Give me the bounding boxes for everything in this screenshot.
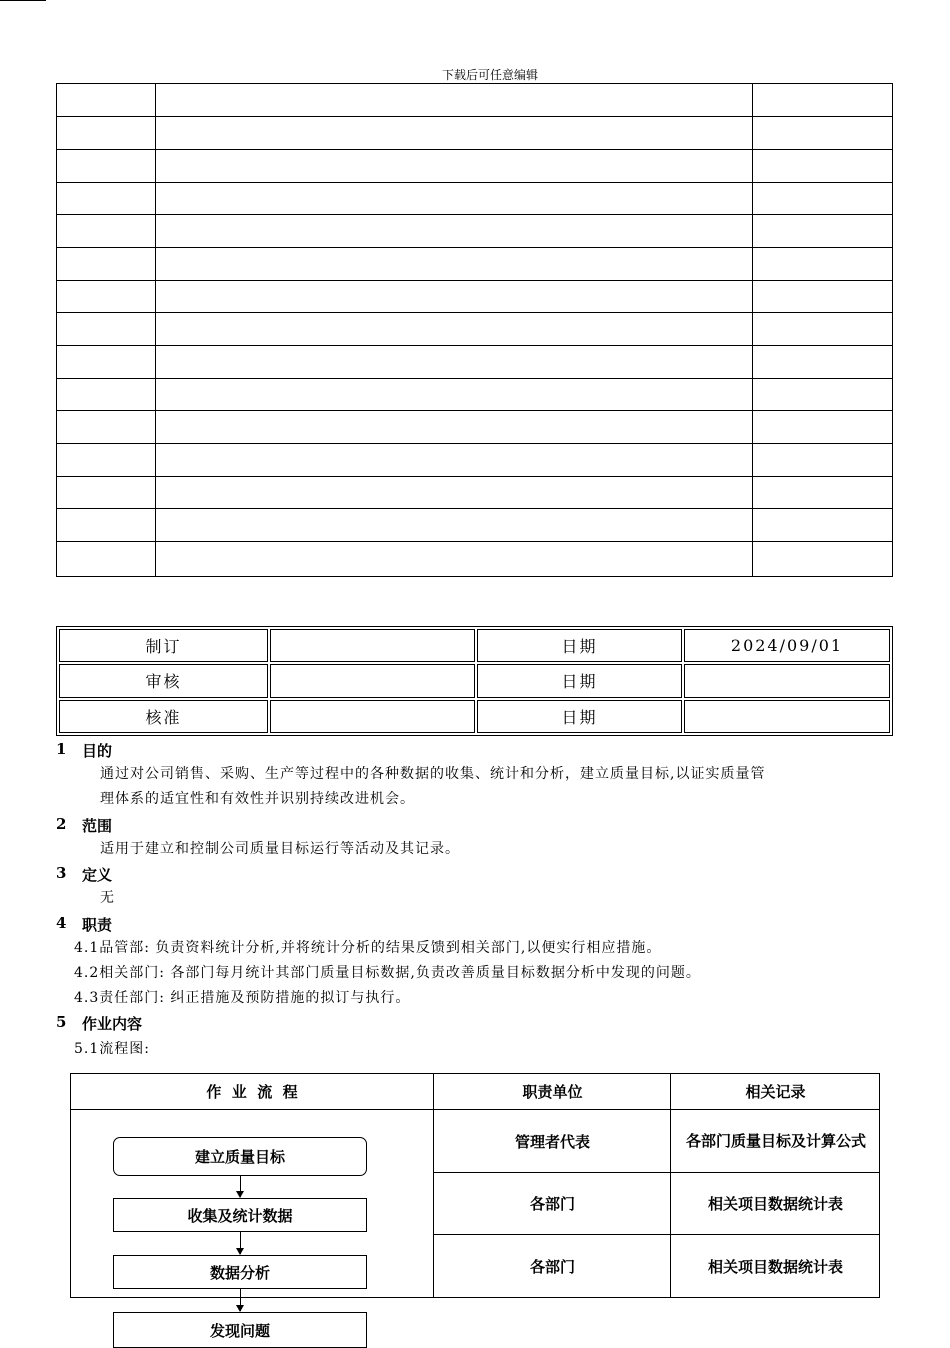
section-number: 5 bbox=[56, 1013, 67, 1031]
section-number: 1 bbox=[56, 740, 67, 758]
approval-date-label: 日期 bbox=[477, 629, 682, 662]
duty-item: 4.1品管部: 负责资料统计分析,并将统计分析的结果反馈到相关部门,以便实行相应措施。 bbox=[74, 940, 662, 956]
approval-role: 制订 bbox=[59, 629, 268, 662]
flow-arrow bbox=[240, 1289, 241, 1311]
revision-col-divider bbox=[155, 84, 156, 576]
section-title-scope: 范围 bbox=[82, 817, 113, 835]
flow-header-unit: 职责单位 bbox=[522, 1083, 583, 1101]
purpose-text-line-2: 理体系的适宜性和有效性并识别持续改进机会。 bbox=[100, 791, 415, 807]
revision-row-divider bbox=[57, 214, 892, 215]
duty-item: 4.3责任部门: 纠正措施及预防措施的拟订与执行。 bbox=[74, 990, 411, 1006]
revision-row-divider bbox=[57, 182, 892, 183]
section-title-duties: 职责 bbox=[82, 916, 113, 934]
flow-step-box: 建立质量目标 bbox=[113, 1137, 367, 1176]
flow-step-box: 发现问题 bbox=[113, 1312, 367, 1348]
flow-header-record: 相关记录 bbox=[745, 1083, 806, 1101]
revision-row-divider bbox=[57, 378, 892, 379]
revision-row-divider bbox=[57, 476, 892, 477]
flow-record: 各部门质量目标及计算公式 bbox=[685, 1132, 866, 1150]
flow-unit: 管理者代表 bbox=[514, 1132, 590, 1151]
revision-row-divider bbox=[57, 116, 892, 117]
approval-table bbox=[56, 626, 893, 736]
flow-step-box: 收集及统计数据 bbox=[113, 1198, 367, 1232]
revision-table bbox=[56, 83, 893, 577]
flow-arrow bbox=[240, 1232, 241, 1254]
scope-text: 适用于建立和控制公司质量目标运行等活动及其记录。 bbox=[100, 841, 460, 857]
revision-row-divider bbox=[57, 247, 892, 248]
approval-date-value bbox=[684, 700, 890, 733]
approval-date-label: 日期 bbox=[477, 664, 682, 697]
revision-row-divider bbox=[57, 443, 892, 444]
approval-signature-cell[interactable] bbox=[270, 664, 475, 697]
section-number: 3 bbox=[56, 864, 67, 882]
revision-row-divider bbox=[57, 312, 892, 313]
section-number: 4 bbox=[56, 914, 67, 932]
section-title-definition: 定义 bbox=[82, 866, 113, 884]
approval-date-value: 2024/09/01 bbox=[684, 629, 890, 662]
purpose-text-line-1: 通过对公司销售、采购、生产等过程中的各种数据的收集、统计和分析，建立质量目标,以证实质量管 bbox=[100, 766, 766, 782]
revision-row-divider bbox=[57, 508, 892, 509]
flow-label: 5.1流程图: bbox=[74, 1041, 150, 1057]
revision-row-divider bbox=[57, 345, 892, 346]
flow-record: 相关项目数据统计表 bbox=[707, 1258, 843, 1276]
flow-arrow bbox=[240, 1176, 241, 1197]
revision-row-divider bbox=[57, 410, 892, 411]
header-note: 下载后可任意编辑 bbox=[441, 68, 538, 82]
revision-row-divider bbox=[57, 149, 892, 150]
revision-row-divider bbox=[57, 280, 892, 281]
top-rule bbox=[0, 0, 46, 1]
approval-signature-cell[interactable] bbox=[270, 629, 475, 662]
approval-date-value bbox=[684, 664, 890, 697]
section-title-work-content: 作业内容 bbox=[82, 1015, 143, 1033]
flow-unit: 各部门 bbox=[529, 1195, 575, 1213]
approval-date-label: 日期 bbox=[477, 700, 682, 733]
approval-row bbox=[59, 700, 890, 733]
definition-text: 无 bbox=[100, 890, 115, 906]
revision-row-divider bbox=[57, 541, 892, 542]
approval-signature-cell[interactable] bbox=[270, 700, 475, 733]
approval-role: 核准 bbox=[59, 700, 268, 733]
flow-header-process: 作 业 流 程 bbox=[206, 1083, 298, 1101]
approval-role: 审核 bbox=[59, 664, 268, 697]
section-number: 2 bbox=[56, 815, 67, 833]
approval-row bbox=[59, 629, 890, 662]
flow-record: 相关项目数据统计表 bbox=[707, 1195, 843, 1213]
duty-item: 4.2相关部门: 各部门每月统计其部门质量目标数据,负责改善质量目标数据分析中发现的问题。 bbox=[74, 965, 701, 981]
flow-step-box: 数据分析 bbox=[113, 1255, 367, 1289]
flow-unit: 各部门 bbox=[529, 1258, 575, 1276]
revision-col-divider bbox=[752, 84, 753, 576]
approval-row bbox=[59, 664, 890, 697]
section-title-purpose: 目的 bbox=[82, 742, 113, 760]
